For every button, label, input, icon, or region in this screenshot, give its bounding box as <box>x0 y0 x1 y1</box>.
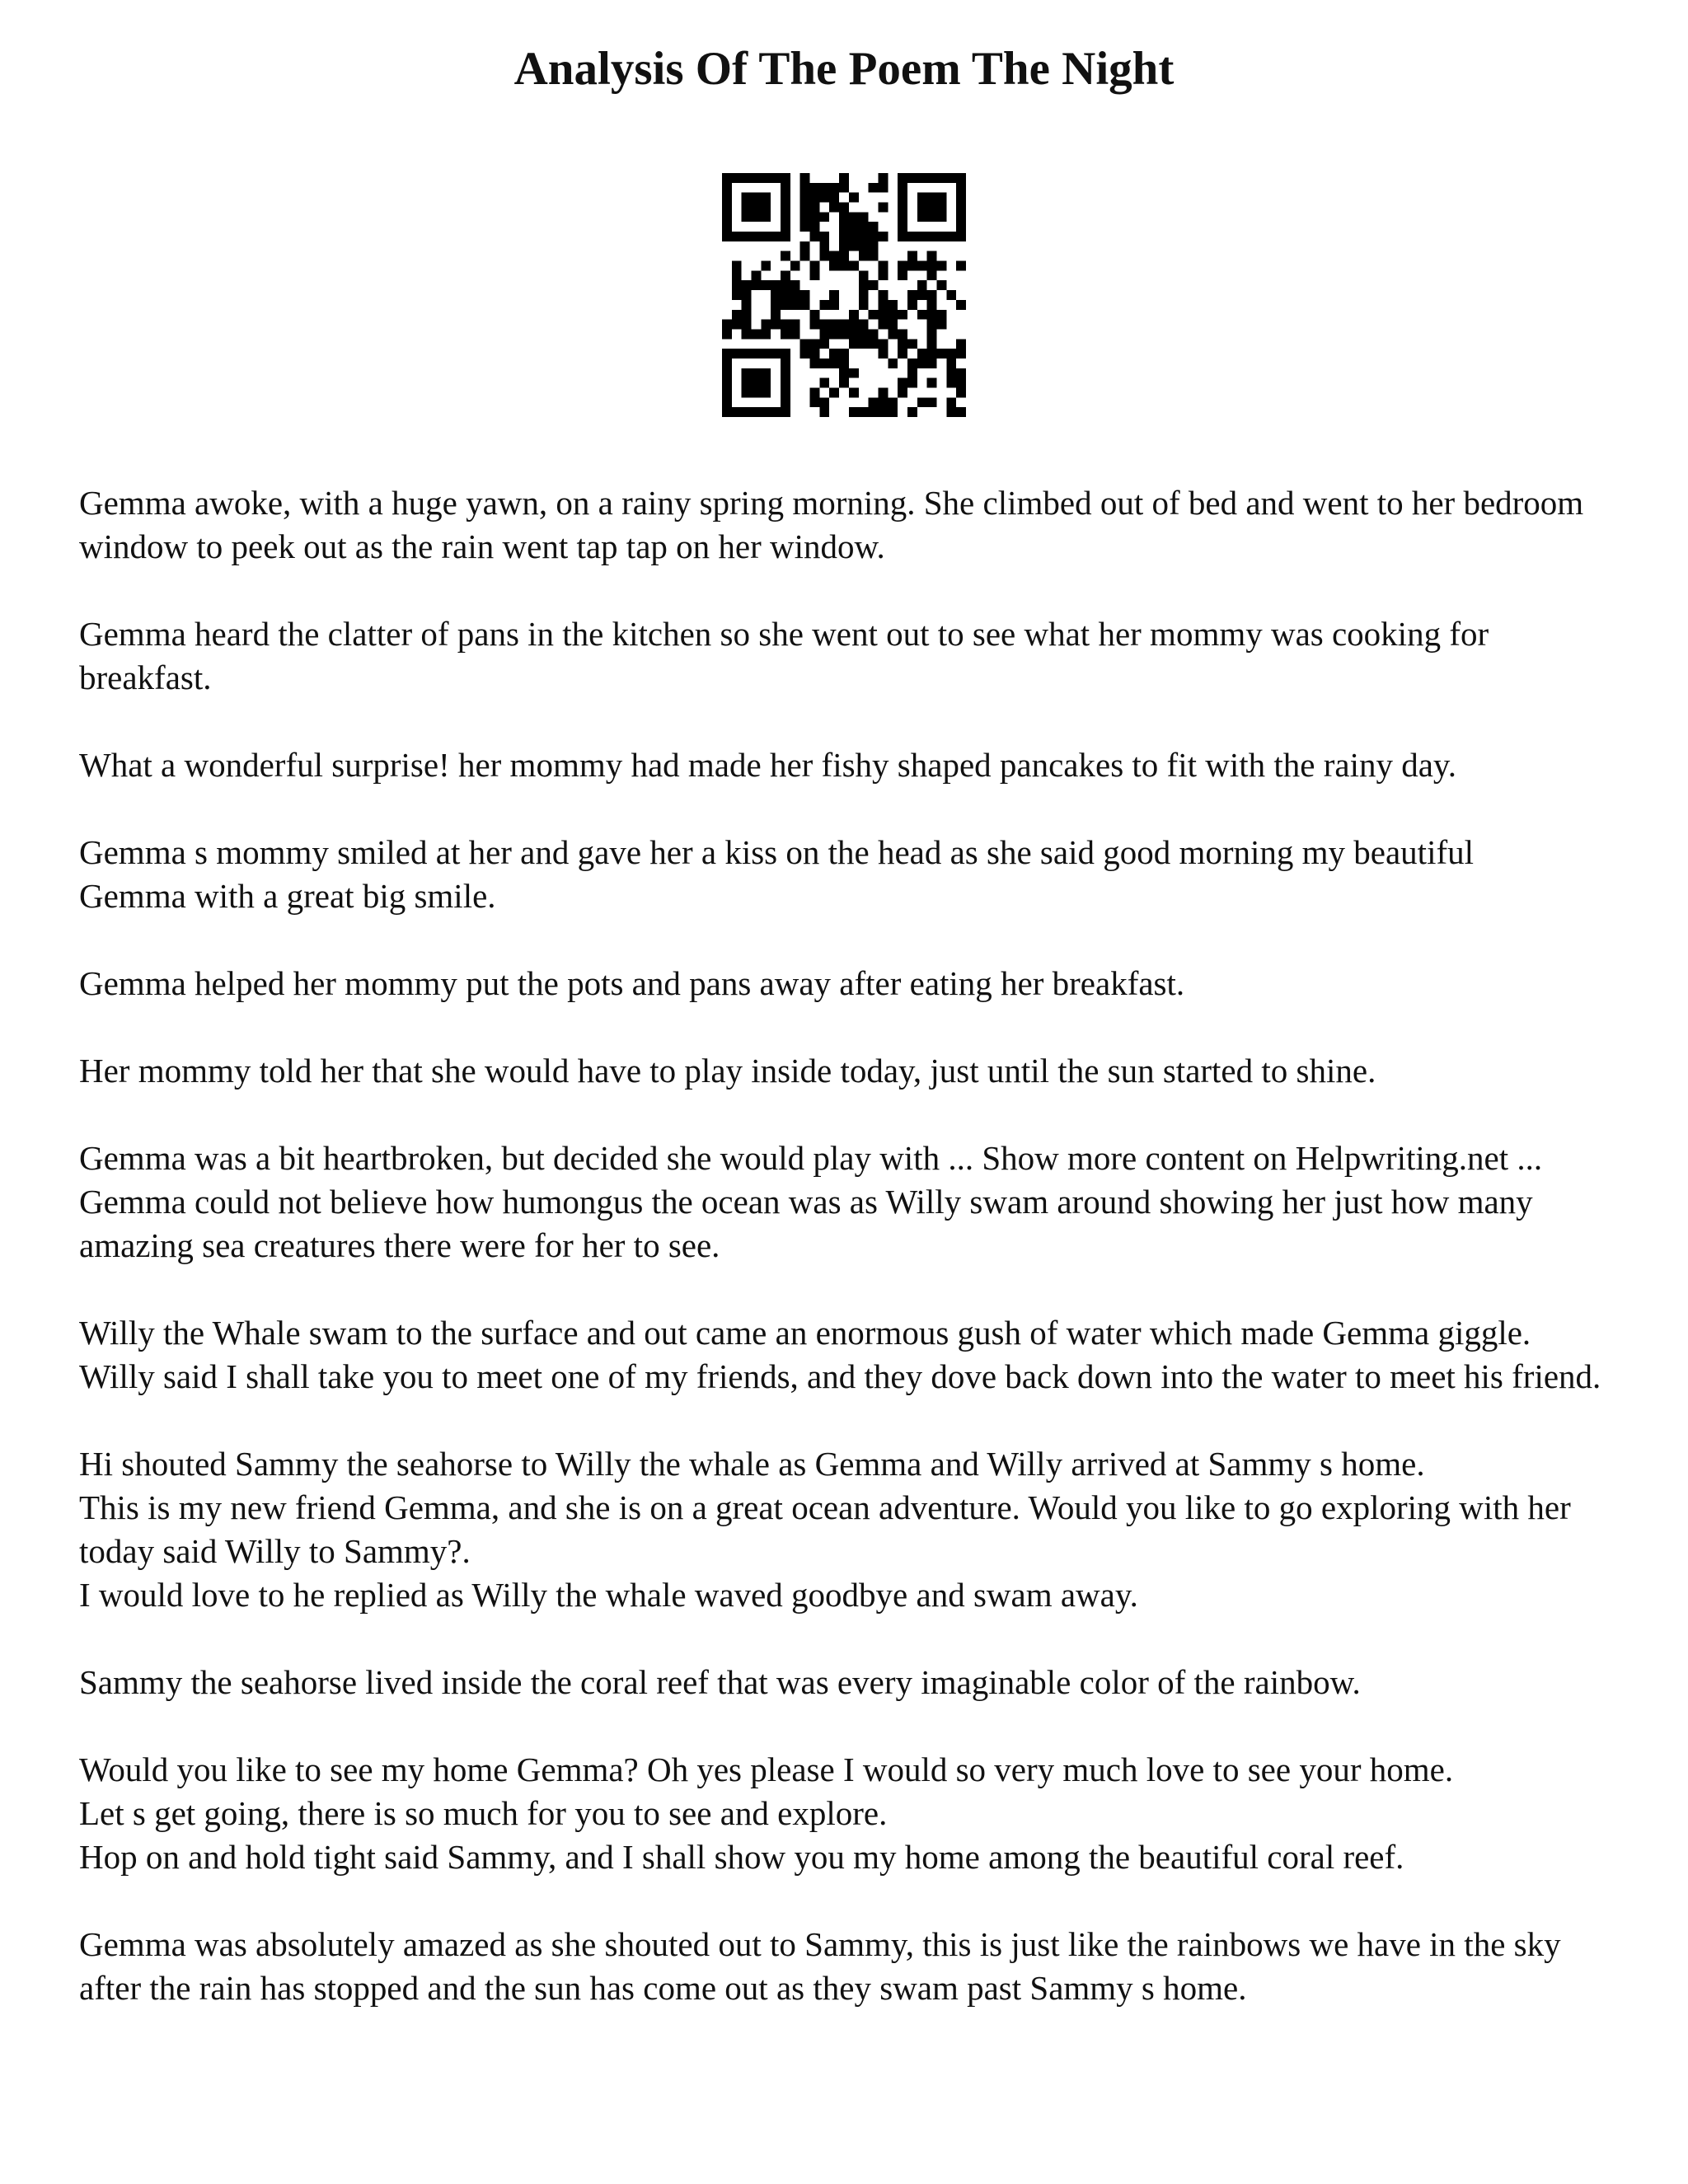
paragraph-line: Hop on and hold tight said Sammy, and I shall show you my home among the beautiful coral reef. <box>79 1838 1404 1876</box>
paragraph <box>79 831 1629 918</box>
qr-code <box>722 173 966 417</box>
paragraph-line: What a wonderful surprise! her mommy had made her fishy shaped pancakes to fit with the rainy day. <box>79 746 1456 784</box>
paragraph-line: Gemma was absolutely amazed as she shouted out to Sammy, this is just like the rainbows we have in the sky after the rain has stopped and the sun has come out as they swam past Sammy s home. <box>79 1925 1561 2007</box>
paragraph <box>79 1049 1629 1093</box>
paragraph-line: I would love to he replied as Willy the whale waved goodbye and swam away. <box>79 1576 1138 1614</box>
qr-code-icon <box>722 173 966 417</box>
paragraph <box>79 1442 1629 1617</box>
paragraph <box>79 962 1629 1005</box>
paragraph-line: Gemma with a great big smile. <box>79 877 496 915</box>
paragraph <box>79 743 1629 787</box>
paragraph <box>79 1923 1629 2010</box>
paragraph-line: Gemma heard the clatter of pans in the kitchen so she went out to see what her mommy was cooking for breakfast. <box>79 615 1489 696</box>
paragraph <box>79 612 1629 700</box>
paragraph-line: Gemma awoke, with a huge yawn, on a rainy spring morning. She climbed out of bed and went to her bedroom window to peek out as the rain went tap tap on her window. <box>79 484 1584 565</box>
paragraph <box>79 1137 1629 1268</box>
paragraph-line: Willy the Whale swam to the surface and out came an enormous gush of water which made Gemma giggle. <box>79 1314 1531 1352</box>
paragraph <box>79 1748 1629 1879</box>
paragraph <box>79 1311 1629 1399</box>
paragraph <box>79 481 1629 569</box>
paragraph <box>79 1661 1629 1704</box>
paragraph-line: Would you like to see my home Gemma? Oh yes please I would so very much love to see your home. <box>79 1750 1454 1788</box>
paragraph-line: Gemma was a bit heartbroken, but decided she would play with ... Show more content on Helpwriting.net ... <box>79 1139 1543 1177</box>
paragraph-line: Willy said I shall take you to meet one of my friends, and they dove back down into the water to meet his friend. <box>79 1357 1601 1395</box>
paragraph-line: Gemma helped her mommy put the pots and pans away after eating her breakfast. <box>79 964 1185 1002</box>
paragraph-line: Let s get going, there is so much for you to see and explore. <box>79 1794 888 1832</box>
document-body <box>79 481 1629 2054</box>
paragraph-line: Hi shouted Sammy the seahorse to Willy the whale as Gemma and Willy arrived at Sammy s home. <box>79 1445 1425 1483</box>
document-title: Analysis Of The Poem The Night <box>513 43 1175 95</box>
paragraph-line: Sammy the seahorse lived inside the coral reef that was every imaginable color of the rainbow. <box>79 1663 1361 1701</box>
paragraph-line: Her mommy told her that she would have to play inside today, just until the sun started to shine. <box>79 1052 1376 1090</box>
paragraph-line: Gemma s mommy smiled at her and gave her a kiss on the head as she said good morning my beautiful <box>79 833 1475 871</box>
paragraph-line: Gemma could not believe how humongus the ocean was as Willy swam around showing her just how many amazing sea creatures there were for her to see. <box>79 1183 1533 1264</box>
paragraph-line: This is my new friend Gemma, and she is on a great ocean adventure. Would you like to go exploring with her today said Willy to Sammy?. <box>79 1488 1571 1570</box>
